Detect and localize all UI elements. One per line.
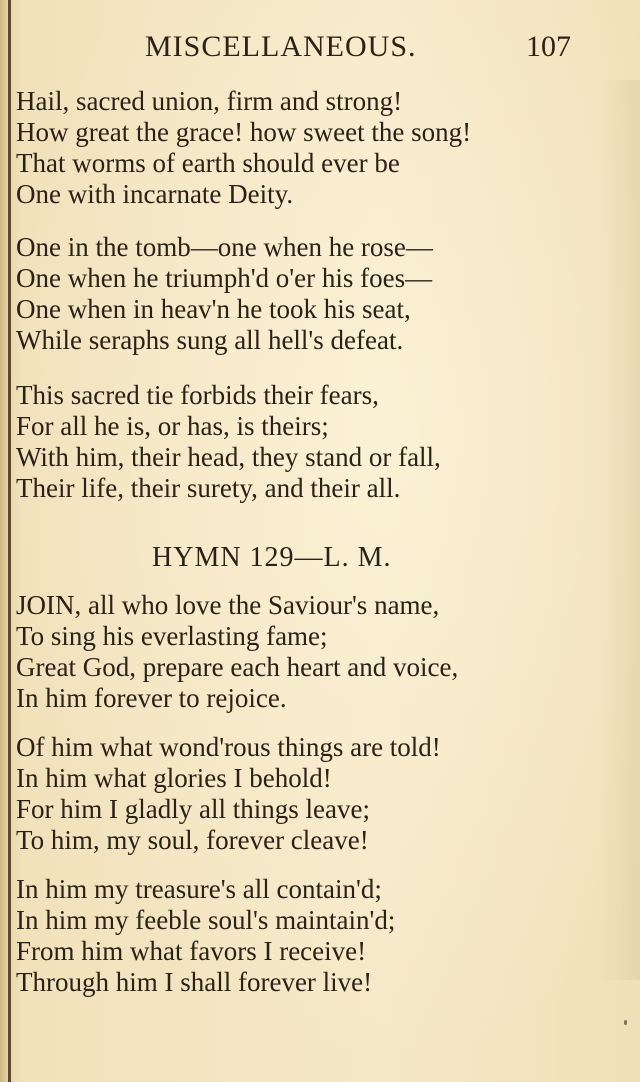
hymn-stanza-1 <box>16 590 626 714</box>
verse-line: Great God, prepare each heart and voice, <box>16 652 459 682</box>
verse-line: One with incarnate Deity. <box>16 179 294 209</box>
verse-line: JOIN, all who love the Saviour's name, <box>16 590 440 620</box>
verse-line: How great the grace! how sweet the song! <box>16 117 472 147</box>
verse-line: That worms of earth should ever be <box>16 148 400 178</box>
verse-line: For all he is, or has, is theirs; <box>16 411 329 441</box>
stanza-3 <box>16 380 626 504</box>
hymn-stanza-3 <box>16 874 626 998</box>
page-number: 107 <box>526 30 571 63</box>
binding-edge <box>8 0 11 1082</box>
verse-line: Of him what wond'rous things are told! <box>16 732 441 762</box>
stanza-1 <box>16 86 626 210</box>
page-header <box>0 30 640 70</box>
verse-line: This sacred tie forbids their fears, <box>16 380 379 410</box>
verse-line: Through him I shall forever live! <box>16 967 373 997</box>
verse-line: Their life, their surety, and their all. <box>16 473 401 503</box>
stanza-2 <box>16 232 626 356</box>
verse-line: One in the tomb—one when he rose— <box>16 232 433 262</box>
verse-line: From him what favors I receive! <box>16 936 367 966</box>
verse-line: To him, my soul, forever cleave! <box>16 825 369 855</box>
verse-line: For him I gladly all things leave; <box>16 794 370 824</box>
hymn-stanza-2 <box>16 732 626 856</box>
verse-line: One when in heav'n he took his seat, <box>16 294 411 324</box>
verse-line: In him forever to rejoice. <box>16 683 287 713</box>
ink-speck <box>624 1020 627 1025</box>
verse-line: Hail, sacred union, firm and strong! <box>16 86 403 116</box>
running-head: MISCELLANEOUS. <box>145 30 417 63</box>
gutter-shadow <box>0 0 8 1082</box>
verse-line: While seraphs sung all hell's defeat. <box>16 325 404 355</box>
verse-line: With him, their head, they stand or fall, <box>16 442 441 472</box>
hymn-title: HYMN 129—L. M. <box>152 542 392 573</box>
verse-line: To sing his everlasting fame; <box>16 621 328 651</box>
verse-line: One when he triumph'd o'er his foes— <box>16 263 433 293</box>
verse-line: In him my feeble soul's maintain'd; <box>16 905 396 935</box>
verse-line: In him my treasure's all contain'd; <box>16 874 382 904</box>
verse-line: In him what glories I behold! <box>16 763 332 793</box>
